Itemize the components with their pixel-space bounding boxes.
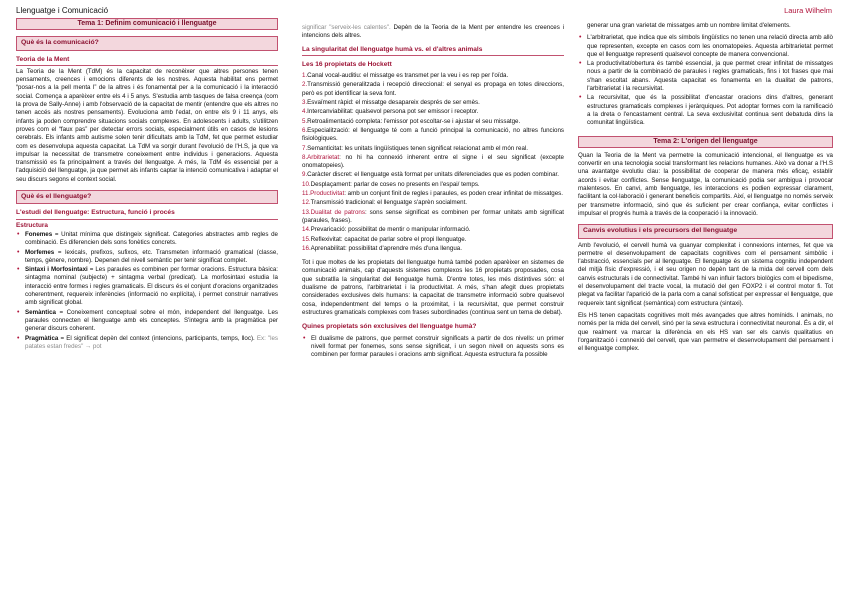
- term: Semanticitat: [307, 144, 342, 152]
- term: Aprenabilitat: [310, 244, 346, 252]
- list-item: [302, 72, 564, 80]
- list-item: [25, 309, 278, 334]
- section-origen: Tema 2: L'origen del llenguatge: [578, 136, 833, 148]
- definition: : parlar de coses no presents en l'espai/ temps.: [350, 180, 480, 188]
- header-course-title: Llenguatge i Comunicació: [16, 6, 109, 15]
- list-item: [302, 199, 564, 207]
- example: Ex: "les patates estan fredes" → pot: [25, 334, 279, 350]
- column-3: [578, 22, 833, 357]
- paragraph-origen: Quan la Teoria de la Ment va permetre la comunicació intencional, el llenguatge es va convertir en una tecnologia social transformant les relacions humanes. Això va donar a l'H.S una avantatge evolutiu clau: la possibilitat de cooperar de manera més eficaç, establir acords i evitar conflictes. Sense llenguatge, la comunicació podia ser ambigua i provocar malentesos. En canvi, amb llenguatge, les interaccions es podien expressar clarament, facilitant la col·laboració i generant beneficis compartits. Així, el llenguatge no només serveix per transmetre informació, sinó que és suficient per crear confiança, evitar conflictes i impulsar el progrés humà a través de la cooperació i la innovació.: [578, 151, 833, 217]
- exclusive-list-continued: [578, 34, 833, 127]
- term: Semàntica: [25, 308, 56, 316]
- list-item: [302, 145, 564, 153]
- definition: = Unitat mínima que distingeix significat. Categories abstractes amb regles de combinació. Es diferencien dels sons fonètics concrets.: [25, 230, 278, 247]
- definition: : el senyal es propaga en totes direccions, però es pot identificar la seva font.: [302, 81, 564, 97]
- term: Retroalimentació completa: [307, 117, 381, 125]
- term: Canal vocal-auditiu: [307, 72, 360, 80]
- definition: = El significat depèn del context (intencions, participants, temps, lloc).: [58, 334, 255, 342]
- item-number: 8.: [302, 153, 308, 161]
- exclusive-list: [302, 335, 564, 360]
- term: Pragmàtica: [25, 334, 59, 342]
- term: Arbitrarietat: [307, 153, 340, 161]
- paragraph-teoria-ment: La Teoria de la Ment (TdM) és la capacitat de reconèixer que altres persones tenen pensaments, creences i emocions diferents de les nostres. Aquesta habilitat ens permet “posar-nos a la pell menta l” de la altres i és fonamental per a la comunicació i la interacció social. Comença a aparèixer entre els 4 i 5 anys. S'estudia amb tasques de falsa creença (com la prova de Sally-Anne) i amb l'observació de la capacitat de mentir (entendre que els altres no tenen accés als nostres pensaments). Evoluciona amb l'edat, on entre els 9 i 11 anys, els infants ja poden comprendre situacions socials complexes. En adolescents i adults, s'utilitzen proves com el “faux pas” per detectar errors socials, especialment útils en casos de lesions cerebrals. Els infants amb autisme solen tenir dificultats amb la TdM, fet que permet estudiar com es desenvolupa aquesta capacitat. La TdM va sorgir durant l'evolució de l'H.S, ja que va impulsar la necessitat de transmetre coneixement entre individus i generacions. Aquesta transmissió es fa principalment a través del llenguatge. A més, la TdM és essencial per a l'adquisició del llenguatge, ja que permet als infants captar la intenció comunicativa i adaptar el seu discurs segons el context social.: [16, 67, 278, 183]
- structure-list: [16, 231, 278, 351]
- definition: : l'emissor pot escoltar-se i ajustar el seu missatge.: [380, 117, 521, 125]
- term: Especialització: [307, 126, 349, 134]
- term: Transmissió tradicional: [310, 199, 374, 207]
- list-item: [25, 231, 278, 248]
- item-number: 7.: [302, 144, 308, 152]
- paragraph-hockett-summary: Tot i que moltes de les propietats del llenguatge humà també poden aparèixer en sistemes de comunicació animals, cap d'aquests sistemes complexos les 16 propietats proposades, cosa que subratlla la singularitat del llenguatge humà. D'entre totes, les més distintives són: el dualisme de patrons, l'arbitrarietat i la productivitat. A més, s'han afegit dues propietats considerades exclusives dels humans: la capacitat de transmetre informació sobre qualsevol cosa, independentment del temps o la proximitat, i la recursivitat, que permet construir estructures gramaticals complexes com frases subordinades (continua sent un tema de debat).: [302, 259, 564, 316]
- list-item: [302, 181, 564, 189]
- column-1: [16, 18, 278, 352]
- definition: = lexicals, prefixos, sufixos, etc. Transmeten informació gramatical (classe, temps, gènere, nombre). Depenen del nivell semàntic per tenir significat complet.: [25, 248, 278, 264]
- definition: : el missatge desapareix després de ser emès.: [351, 99, 480, 107]
- definition: : les unitats lingüístiques tenen significat relacionat amb el món real.: [341, 144, 528, 152]
- definition: : possibilitat de mentir o manipular informació.: [344, 226, 471, 234]
- list-item: [25, 335, 278, 352]
- term: Dualitat de patrons: [310, 208, 365, 216]
- item-number: 3.: [302, 99, 308, 107]
- list-item: [302, 154, 564, 171]
- term: Intercanviabilitat: [307, 108, 352, 116]
- item-number: 11.: [302, 190, 311, 198]
- section-llenguatge: Què és el llenguatge?: [16, 190, 278, 204]
- definition: : el missatge es transmet per la veu i es rep per l'oïda.: [359, 72, 509, 80]
- term: Reflexivitat: [310, 235, 341, 243]
- term: Prevaricació: [310, 226, 345, 234]
- item-number: 13.: [302, 208, 311, 216]
- list-item: [302, 236, 564, 244]
- item-number: 2.: [302, 81, 308, 89]
- definition: : capacitat de parlar sobre el propi llenguatge.: [340, 235, 467, 243]
- definition: : amb un conjunt finit de regles i paraules, es poden crear infinitat de missatges.: [344, 190, 563, 198]
- list-item: [302, 190, 564, 198]
- subsection-teoria-ment: Teoria de la Ment: [16, 56, 278, 66]
- item-number: 14.: [302, 226, 311, 234]
- paragraph-canvis: Amb l'evolució, el cervell humà va guanyar complexitat i connexions internes, fet que va permetre el desenvolupament de capacitats cognitives com el pensament simbòlic i l'abstracció, essencials per al llenguatge. El llenguatge és un sistema cognitiu independent del mitjà físic d'expressió, i el seu origen no depèn tant de la mida del cervell com dels canvis estructurals i de connectivitat. També hi van influir factors biològics com el bipedisme, el desenvolupament del tracte vocal, la mutació del gen FOXP2 i el control motor fi. Tot plegat va facilitar l'aparició de la parla com a canal sofisticat per expressar el llenguatge, que requereix tant significat (semàntica) com estructura (sintaxi).: [578, 241, 833, 307]
- definition: : el llenguatge té com a funció principal la comunicació, no altres funcions fisiològiques.: [302, 126, 564, 143]
- question-heading: Quines propietats són exclusives del llenguatge humà?: [302, 323, 477, 331]
- list-item: [302, 118, 564, 126]
- hockett-list: [302, 72, 564, 253]
- list-item: • L'arbitrarietat, que indica que els símbols lingüístics no tenen una relació directa amb allò que representen, excepte en casos com les onomatopeies. Aquesta arbitrarietat permet que el llenguatge representi qualsevol concepte de manera convencional.: [587, 34, 833, 59]
- subsection-hockett: Les 16 propietats de Hockett: [302, 60, 392, 68]
- definition: : sons sense significat es combinen per formar unitats amb significat (paraules, frases).: [302, 208, 564, 224]
- list-item: • La productivitat/obertura és també essencial, ja que permet crear infinitat de missatges nous a partir de la combinació de paraules i regles gramaticals, fins i tot frases que mai s'han escoltat abans. Aquesta capacitat es fonamenta en la dualitat de patrons, l'arbitrarietat i la recursivitat.: [587, 60, 833, 93]
- definition: : possibilitat d'aprendre més d'una llengua.: [345, 244, 462, 252]
- definition: = Les paraules es combinen per formar oracions. Estructura bàsica: sintagma nominal (subjecte) + sintagma verbal (predicat). La morfosintaxi estudia la interacció entre formes i regles gramaticals. El discurs és el conjunt d'oracions organitzades coherentment, requereix inferències (informació no explícita), i permet construir narratives amb significat global.: [25, 266, 279, 307]
- list-item: [302, 127, 564, 144]
- header-author: Laura Wilhelm: [784, 6, 832, 15]
- term: Morfemes: [25, 248, 55, 256]
- list-item: [25, 266, 278, 307]
- list-item: [302, 108, 564, 116]
- subsection-estudi-llenguatge: L'estudi del llenguatge: Estructura, funció i procés: [16, 209, 278, 219]
- term: Productivitat: [310, 190, 345, 198]
- list-item: [302, 171, 564, 179]
- list-item: [302, 245, 564, 253]
- main-title: Tema 1: Definim comunicació i llenguatge: [16, 18, 278, 30]
- definition: : el llenguatge s'aprèn socialment.: [373, 199, 468, 207]
- item-number: 1.: [302, 72, 308, 80]
- list-item: [302, 209, 564, 226]
- list-item: [302, 81, 564, 98]
- item-number: 5.: [302, 117, 308, 125]
- column-2: [302, 24, 564, 360]
- list-item: • La recursivitat, que és la possibilitat d'encastar oracions dins d'altres, generant estructures gramaticals complexes i jeràrquiques. Pot adoptar formes com la ramificació a la dreta o l'encastament central. La seva exclusivitat continua sent debatuda dins la comunitat lingüística.: [587, 94, 833, 127]
- definition: : el llenguatge està format per unitats diferenciades que es poden combinar.: [350, 171, 559, 179]
- paragraph-continued: Depèn de la Teoria de la Ment per entendre les creences i intencions dels altres.: [302, 24, 564, 40]
- subsection-canvis-evolutius: Canvis evolutius i els precursors del llenguatge: [578, 224, 833, 238]
- term: Caràcter discret: [307, 171, 351, 179]
- term: Transmissió generalitzada i recepció direccional: [307, 81, 443, 89]
- list-item: [302, 99, 564, 107]
- term: Esvaïment ràpid: [307, 99, 352, 107]
- item-number: 16.: [302, 244, 311, 252]
- definition: : qualsevol persona pot ser emissor i receptor.: [351, 108, 479, 116]
- term: Desplaçament: [310, 180, 351, 188]
- term: Fonemes: [25, 230, 53, 238]
- term: Sintaxi i Morfosintaxi: [25, 266, 88, 274]
- item-number: 10.: [302, 180, 311, 188]
- definition: : no hi ha connexió inherent entre el signe i el seu significat (excepte onomatopeies).: [302, 153, 564, 170]
- list-continued: generar una gran varietat de missatges amb un nombre limitat d'elements.: [587, 22, 791, 29]
- item-number: 6.: [302, 126, 308, 134]
- item-number: 9.: [302, 171, 308, 179]
- item-number: 15.: [302, 235, 311, 243]
- subsection-singularitat: La singularitat del llenguatge humà vs. el d'altres animals: [302, 46, 564, 56]
- item-number: 12.: [302, 199, 311, 207]
- list-item: • El dualisme de patrons, que permet construir significats a partir de dos nivells: un primer nivell format per fonemes, sons sense significat, i un segon nivell on aquests sons es combinen per formar paraules i oracions amb significat. Aquesta estructura fa possible: [311, 335, 564, 360]
- label-estructura: Estructura: [16, 221, 48, 229]
- definition: = Coneixement conceptual sobre el món, independent del llenguatge. Les paraules connecten el llenguatge amb els conceptes. S'integra amb la pragmàtica per generar discurs coherent.: [25, 308, 278, 333]
- item-number: 4.: [302, 108, 308, 116]
- example-continued: significar "serveix-les calentes".: [302, 24, 391, 31]
- section-comunicacio: Què és la comunicació?: [16, 36, 278, 50]
- paragraph-homs: Els HS tenen capacitats cognitives molt més avançades que altres homínids. I animals, no només per la mida del cervell, sinó per la seva estructura i connectivitat neuronal. És a dir, el que realment va marcar la diferència en els HS van ser els canvis qualitatius en l'organització i connexió del cervell, que van permetre el desenvolupament del pensament i el llenguatge complex.: [578, 311, 833, 353]
- list-item: [302, 226, 564, 234]
- list-item: [25, 249, 278, 266]
